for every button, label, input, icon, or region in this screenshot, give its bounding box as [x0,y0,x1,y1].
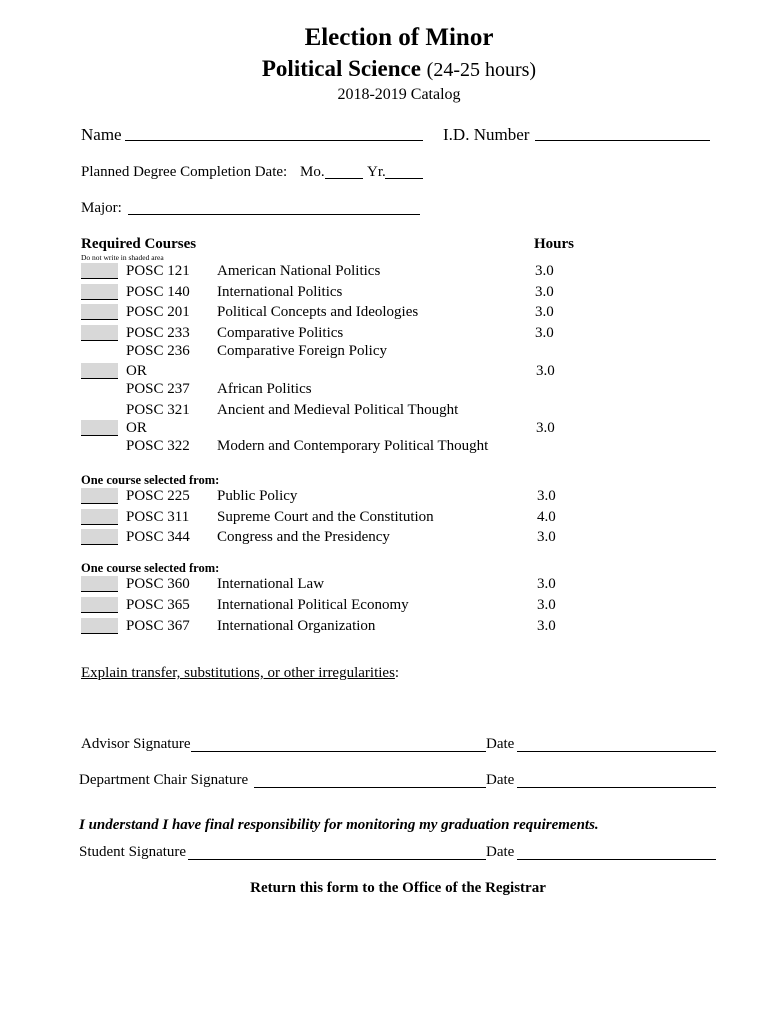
course-title: International Law [217,576,325,592]
shaded-box [81,263,118,279]
course-code: POSC 233 [126,325,190,341]
shaded-box [81,597,118,613]
id-field-label: I.D. Number [443,125,530,144]
required-courses-heading: Required Courses [81,236,197,252]
chair-date-field[interactable] [517,786,716,788]
shaded-box [81,304,118,320]
course-hours: 3.0 [537,488,556,504]
course-hours: 3.0 [537,618,556,634]
selection-heading: One course selected from: [81,473,220,487]
course-code: POSC 121 [126,263,190,279]
form-title: Election of Minor [304,24,494,51]
course-title: Congress and the Presidency [217,529,390,545]
course-hours: 3.0 [537,529,556,545]
course-title: American National Politics [217,263,381,279]
or-label: OR [126,363,147,379]
catalog-label: 2018-2019 Catalog [337,86,461,103]
year-label: Yr. [367,164,386,180]
date-label: Date [486,844,515,860]
course-hours: 3.0 [537,597,556,613]
course-hours: 3.0 [535,325,554,341]
course-hours: 4.0 [537,509,556,525]
shaded-box [81,618,118,634]
name-field[interactable] [125,139,423,141]
date-label: Date [486,772,515,788]
course-title: African Politics [217,381,312,397]
course-title: Ancient and Medieval Political Thought [217,402,459,418]
course-title: International Politics [217,284,343,300]
course-code: POSC 225 [126,488,190,504]
course-title: Comparative Politics [217,325,344,341]
major-field[interactable] [128,213,420,215]
course-hours: 3.0 [535,284,554,300]
hours-label: (24-25 hours) [426,59,537,81]
or-label: OR [126,420,147,436]
course-code: POSC 237 [126,381,190,397]
course-title: International Political Economy [217,597,409,613]
month-label: Mo. [300,164,325,180]
explain-colon: : [394,665,400,681]
course-code: POSC 365 [126,597,190,613]
course-title: Modern and Contemporary Political Thought [217,438,489,454]
shaded-area-note: Do not write in shaded area [81,253,164,262]
student-date-field[interactable] [517,858,716,860]
chair-signature-field[interactable] [254,786,486,788]
date-label: Date [486,736,515,752]
student-signature-label: Student Signature [79,844,187,860]
course-title: Supreme Court and the Constitution [217,509,434,525]
month-field[interactable] [325,177,363,179]
id-number-field[interactable] [535,139,710,141]
course-code: POSC 236 [126,343,190,359]
course-title: Political Concepts and Ideologies [217,304,419,320]
course-hours: 3.0 [535,304,554,320]
return-instruction: Return this form to the Office of the Registrar [250,880,546,896]
course-code: POSC 201 [126,304,190,320]
advisor-date-field[interactable] [517,750,716,752]
responsibility-statement: I understand I have final responsibility for monitoring my graduation requirements. [79,817,599,833]
student-signature-field[interactable] [188,858,486,860]
course-code: POSC 344 [126,529,190,545]
major-label: Major: [81,200,122,216]
shaded-box [81,363,118,379]
selection-heading: One course selected from: [81,561,220,575]
shaded-box [81,420,118,436]
course-code: POSC 360 [126,576,190,592]
shaded-box [81,529,118,545]
shaded-box [81,509,118,525]
course-hours: 3.0 [536,363,555,379]
completion-date-label: Planned Degree Completion Date: [81,164,288,180]
hours-heading: Hours [534,236,575,252]
course-code: POSC 322 [126,438,190,454]
course-title: Comparative Foreign Policy [217,343,387,359]
chair-signature-label: Department Chair Signature [79,772,249,788]
name-field-label: Name [81,125,122,144]
shaded-box [81,576,118,592]
shaded-box [81,488,118,504]
course-hours: 3.0 [536,420,555,436]
shaded-box [81,284,118,300]
course-hours: 3.0 [537,576,556,592]
advisor-signature-field[interactable] [191,750,486,752]
advisor-signature-label: Advisor Signature [81,736,191,752]
form-subtitle [0,56,770,82]
explain-label [81,665,399,682]
course-title: International Organization [217,618,376,634]
shaded-box [81,325,118,341]
course-code: POSC 367 [126,618,190,634]
subject-label: Political Science [261,56,421,81]
course-title: Public Policy [217,488,298,504]
course-code: POSC 321 [126,402,190,418]
year-field[interactable] [385,177,423,179]
course-code: POSC 140 [126,284,190,300]
course-hours: 3.0 [535,263,554,279]
explain-text: Explain transfer, substitutions, or other irregularities [81,665,395,681]
course-code: POSC 311 [126,509,190,525]
